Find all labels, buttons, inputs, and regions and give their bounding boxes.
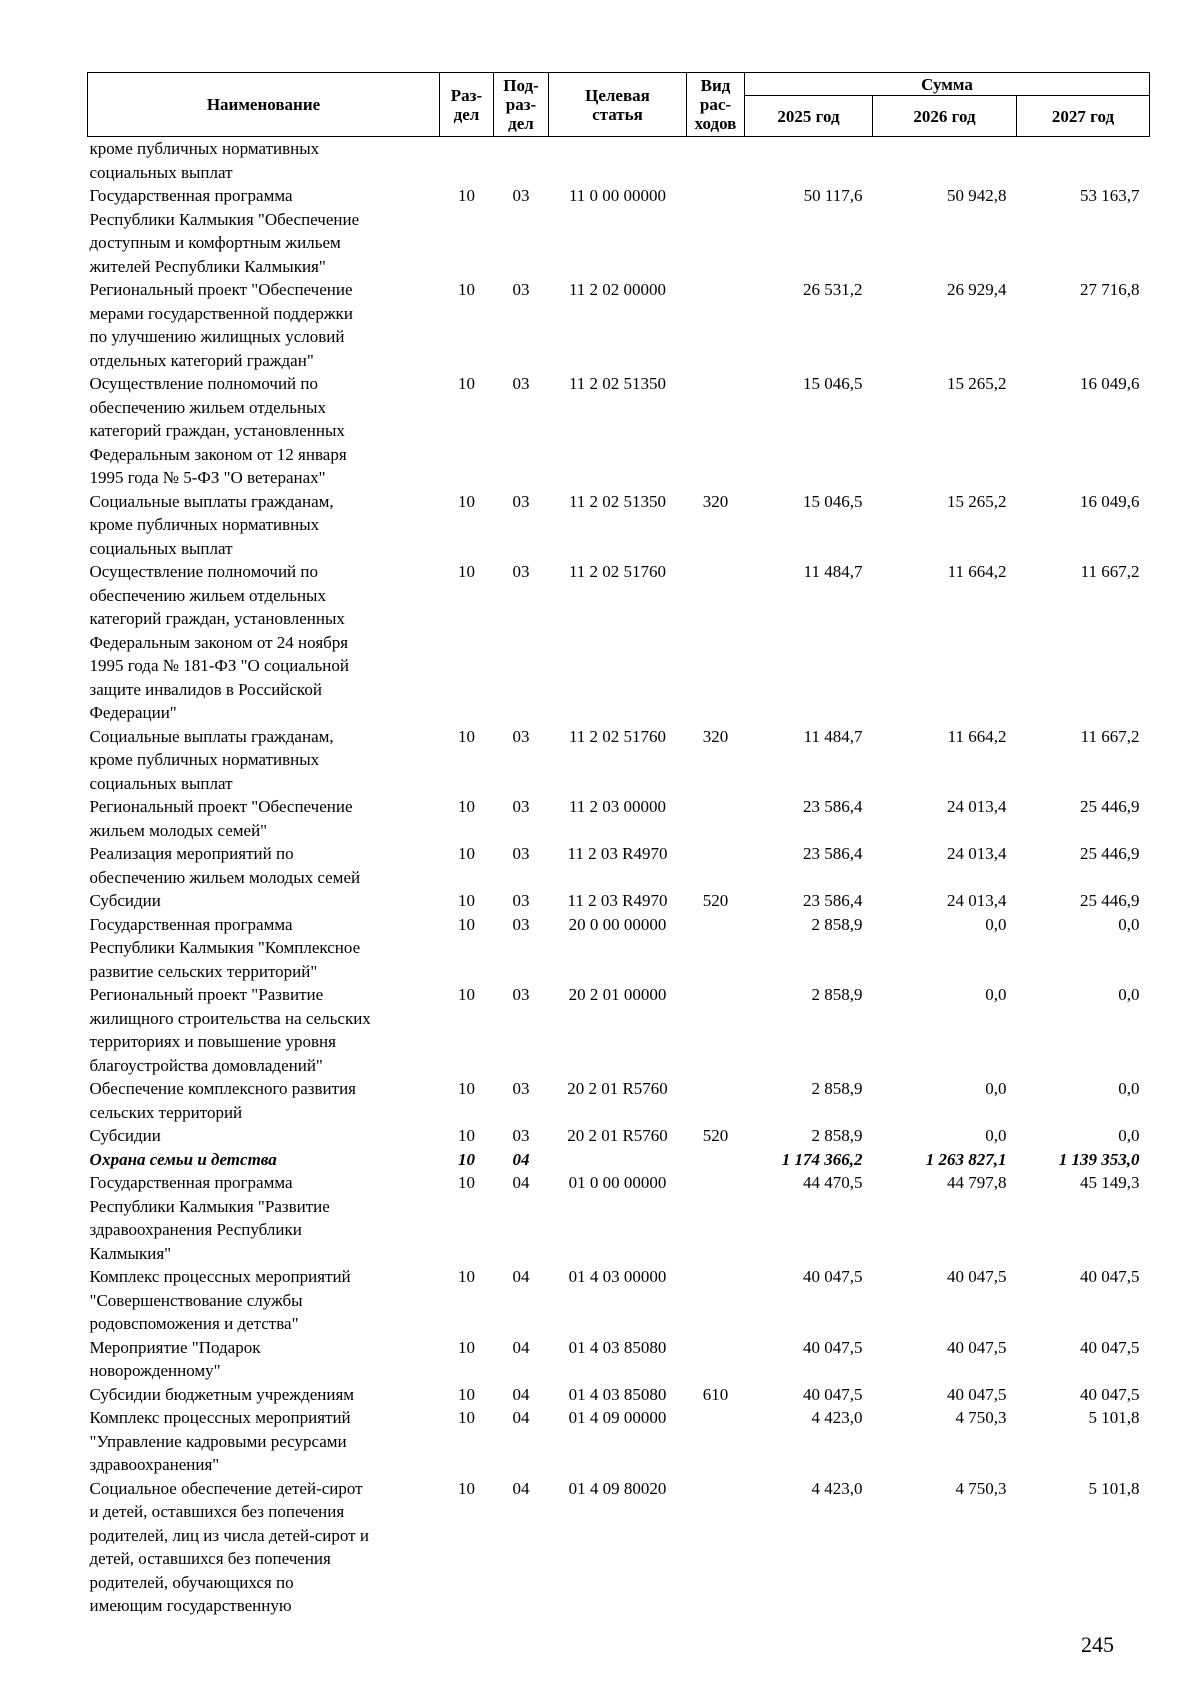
cell-podrazdel [494,137,549,185]
cell-vid: 610 [702,1384,729,1404]
cell-2026 [873,137,1017,185]
cell-2027: 40 047,5 [1080,1384,1140,1404]
cell-vid [687,1336,745,1383]
cell-razdel: 10 [458,844,475,863]
cell-2025: 15 046,5 [803,374,863,393]
cell-target: 20 2 01 R5760 [567,1126,668,1145]
cell-razdel: 10 [458,1079,475,1098]
cell-razdel [440,137,494,185]
cell-2025: 2 858,9 [811,914,863,934]
cell-vid [687,1265,745,1336]
cell-2026: 40 047,5 [947,1267,1007,1286]
cell-2025: 1 174 366,2 [781,1149,863,1169]
cell-2027: 16 049,6 [1080,374,1140,393]
cell-target: 11 2 03 00000 [568,797,667,816]
cell-vid: 520 [702,891,729,910]
cell-2026: 24 013,4 [947,891,1007,910]
cell-name: Социальные выплаты гражданам, кроме публичных нормативных социальных выплат [89,726,334,793]
cell-2025: 11 484,7 [803,726,863,746]
cell-razdel: 10 [458,726,475,746]
cell-2025: 11 484,7 [803,562,863,581]
cell-razdel: 10 [458,491,475,511]
cell-2025: 2 858,9 [811,1126,863,1145]
cell-razdel: 10 [458,891,475,910]
table-row [88,184,1150,278]
table-row [88,1477,1150,1618]
cell-name: Охрана семьи и детства [89,1149,277,1169]
header-name: Наименование [88,73,440,137]
header-vid: Вид рас- ходов [687,73,745,137]
cell-2026: 50 942,8 [947,186,1007,205]
cell-name: Комплекс процессных мероприятий "Управление кадровыми ресурсами здравоохранения" [89,1408,351,1474]
cell-2027: 5 101,8 [1088,1478,1140,1498]
cell-podrazdel: 03 [512,726,530,746]
cell-razdel: 10 [458,1337,475,1357]
cell-vid [687,1171,745,1265]
cell-name: кроме публичных нормативных социальных выплат [89,139,320,182]
cell-podrazdel: 03 [512,891,530,910]
cell-vid [687,842,745,889]
cell-2027: 16 049,6 [1080,491,1140,511]
cell-podrazdel: 03 [512,914,530,934]
cell-2026: 4 750,3 [955,1408,1007,1427]
cell-podrazdel: 03 [512,1126,530,1145]
cell-razdel: 10 [458,186,475,205]
cell-target: 20 2 01 00000 [568,985,667,1004]
cell-2025: 4 423,0 [811,1408,863,1427]
cell-target: 11 0 00 00000 [568,186,667,205]
cell-2026: 1 263 827,1 [925,1149,1007,1169]
cell-target: 11 2 02 51760 [568,562,667,581]
cell-podrazdel: 04 [512,1173,530,1192]
cell-2025: 40 047,5 [803,1267,863,1286]
cell-name: Государственная программа Республики Калмыкия "Развитие здравоохранения Республики Калмыкия" [89,1173,330,1263]
cell-vid [687,913,745,984]
cell-2026: 0,0 [985,985,1007,1004]
cell-2026: 26 929,4 [947,280,1007,299]
cell-2027: 25 446,9 [1080,891,1140,910]
cell-vid: 520 [702,1126,729,1145]
cell-target: 01 4 03 85080 [568,1384,667,1404]
cell-name: Социальное обеспечение детей-сирот и детей, оставшихся без попечения родителей, лиц из числа детей-сирот и детей, оставшихся без попечения родителей, обучающихся по имеющим государственную [89,1478,369,1615]
cell-name: Субсидии бюджетным учреждениям [89,1384,355,1404]
cell-2027: 53 163,7 [1080,186,1140,205]
cell-name: Обеспечение комплексного развития сельских территорий [89,1079,356,1122]
cell-vid [687,1406,745,1477]
cell-name: Комплекс процессных мероприятий "Совершенствование службы родовспоможения и детства" [89,1267,351,1333]
cell-podrazdel: 04 [512,1149,530,1169]
cell-razdel: 10 [458,374,475,393]
cell-target: 11 2 02 00000 [568,280,667,299]
cell-vid [687,1148,745,1172]
cell-razdel: 10 [458,562,475,581]
cell-vid [687,983,745,1077]
cell-2027: 0,0 [1118,1126,1140,1145]
cell-target: 11 2 02 51350 [568,491,667,511]
cell-target [549,137,687,185]
cell-2026: 0,0 [985,914,1007,934]
cell-2027: 25 446,9 [1080,844,1140,863]
cell-name: Региональный проект "Развитие жилищного строительства на сельских территориях и повышение уровня благоустройства домовладений" [89,985,371,1075]
cell-target: 01 4 03 00000 [568,1267,667,1286]
cell-2025: 50 117,6 [803,186,863,205]
header-target: Целевая статья [549,73,687,137]
cell-podrazdel: 04 [512,1337,530,1357]
cell-2027: 40 047,5 [1080,1337,1140,1357]
cell-2027: 40 047,5 [1080,1267,1140,1286]
budget-table [87,72,1150,1618]
cell-vid [687,1077,745,1124]
cell-2026: 11 664,2 [947,562,1007,581]
cell-razdel: 10 [458,1478,475,1498]
cell-name: Региональный проект "Обеспечение мерами государственной поддержки по улучшению жилищных условий отдельных категорий граждан" [89,280,353,370]
cell-vid [687,184,745,278]
cell-target: 01 4 03 85080 [568,1337,667,1357]
cell-name: Субсидии [89,1126,161,1145]
cell-2027: 27 716,8 [1080,280,1140,299]
cell-vid [687,795,745,842]
cell-2026: 15 265,2 [947,491,1007,511]
cell-name: Реализация мероприятий по обеспечению жильем молодых семей [89,844,361,887]
cell-2025: 23 586,4 [803,891,863,910]
cell-vid [687,560,745,725]
cell-razdel: 10 [458,797,475,816]
cell-target: 01 0 00 00000 [568,1173,667,1192]
table-row [88,725,1150,796]
table-row [88,1148,1150,1172]
cell-podrazdel: 03 [512,1079,530,1098]
cell-target: 01 4 09 80020 [568,1478,667,1498]
cell-target [549,1148,687,1172]
cell-2027: 1 139 353,0 [1058,1149,1140,1169]
cell-target: 01 4 09 00000 [568,1408,667,1427]
cell-2027: 0,0 [1118,985,1140,1004]
cell-2025: 23 586,4 [803,844,863,863]
cell-razdel: 10 [458,985,475,1004]
table-row [88,1077,1150,1124]
cell-vid [687,1477,745,1618]
cell-podrazdel: 04 [512,1478,530,1498]
table-row [88,372,1150,490]
cell-name: Государственная программа Республики Калмыкия "Комплексное развитие сельских территорий" [89,914,361,981]
cell-vid: 320 [702,726,729,746]
cell-target: 11 2 02 51350 [568,374,667,393]
cell-podrazdel: 04 [512,1408,530,1427]
page-number: 245 [1081,1632,1114,1657]
cell-razdel: 10 [458,1173,475,1192]
cell-target: 11 2 02 51760 [568,726,667,746]
cell-2025: 23 586,4 [803,797,863,816]
cell-name: Региональный проект "Обеспечение жильем молодых семей" [89,797,353,840]
table-row [88,983,1150,1077]
cell-target: 20 0 00 00000 [568,914,667,934]
table-row [88,1336,1150,1383]
cell-podrazdel: 03 [512,985,530,1004]
cell-2027: 0,0 [1118,1079,1140,1098]
cell-2026: 40 047,5 [947,1384,1007,1404]
cell-2026: 44 797,8 [947,1173,1007,1192]
cell-2027: 11 667,2 [1080,726,1140,746]
cell-name: Субсидии [89,891,161,910]
cell-podrazdel: 03 [512,374,530,393]
table-row [88,842,1150,889]
cell-2026: 40 047,5 [947,1337,1007,1357]
cell-podrazdel: 03 [512,280,530,299]
header-y2025: 2025 год [745,96,873,137]
cell-target: 20 2 01 R5760 [567,1079,668,1098]
cell-vid [687,137,745,185]
cell-2026: 24 013,4 [947,797,1007,816]
cell-2026: 11 664,2 [947,726,1007,746]
cell-2026: 4 750,3 [955,1478,1007,1498]
cell-2025: 15 046,5 [803,491,863,511]
table-row [88,889,1150,913]
cell-podrazdel: 03 [512,797,530,816]
cell-razdel: 10 [458,1149,475,1169]
table-header [88,73,1150,137]
table-row [88,1124,1150,1148]
table-row [88,1383,1150,1407]
table-row [88,560,1150,725]
cell-razdel: 10 [458,280,475,299]
cell-2026: 0,0 [985,1126,1007,1145]
cell-2026: 15 265,2 [947,374,1007,393]
cell-2025: 2 858,9 [811,1079,863,1098]
header-summa: Сумма [745,73,1150,96]
cell-razdel: 10 [458,914,475,934]
cell-target: 11 2 03 R4970 [567,844,668,863]
cell-vid [687,278,745,372]
cell-podrazdel: 03 [512,186,530,205]
cell-razdel: 10 [458,1384,475,1404]
table-row [88,1265,1150,1336]
cell-podrazdel: 03 [512,491,530,511]
cell-2025: 2 858,9 [811,985,863,1004]
cell-2025: 40 047,5 [803,1337,863,1357]
cell-2027 [1017,137,1150,185]
table-row [88,137,1150,185]
cell-vid [687,372,745,490]
table-row [88,490,1150,561]
table-body [88,137,1150,1618]
cell-2026: 24 013,4 [947,844,1007,863]
cell-2025 [745,137,873,185]
cell-2027: 25 446,9 [1080,797,1140,816]
cell-target: 11 2 03 R4970 [567,891,668,910]
cell-name: Мероприятие "Подарок новорожденному" [89,1337,261,1380]
header-podrazdel: Под- раз- дел [494,73,549,137]
cell-2025: 4 423,0 [811,1478,863,1498]
cell-podrazdel: 04 [512,1384,530,1404]
header-y2026: 2026 год [873,96,1017,137]
table-row [88,1171,1150,1265]
cell-2027: 11 667,2 [1080,562,1140,581]
cell-2026: 0,0 [985,1079,1007,1098]
cell-podrazdel: 03 [512,844,530,863]
cell-2027: 5 101,8 [1088,1408,1140,1427]
cell-razdel: 10 [458,1267,475,1286]
cell-2025: 26 531,2 [803,280,863,299]
cell-razdel: 10 [458,1126,475,1145]
table-row [88,795,1150,842]
cell-podrazdel: 03 [512,562,530,581]
cell-name: Социальные выплаты гражданам, кроме публичных нормативных социальных выплат [89,491,334,558]
cell-2025: 40 047,5 [803,1384,863,1404]
table-row [88,1406,1150,1477]
cell-vid: 320 [702,491,729,511]
cell-2027: 0,0 [1118,914,1140,934]
cell-podrazdel: 04 [512,1267,530,1286]
header-y2027: 2027 год [1017,96,1150,137]
cell-name: Осуществление полномочий по обеспечению жильем отдельных категорий граждан, установленных Федеральным законом от 24 ноября 1995 года № 181-ФЗ "О социальной защите инвалидов в Российской Федерации" [89,562,349,722]
cell-name: Государственная программа Республики Калмыкия "Обеспечение доступным и комфортным жильем жителей Республики Калмыкия" [89,186,360,276]
table-row [88,278,1150,372]
table-row [88,913,1150,984]
cell-2027: 45 149,3 [1080,1173,1140,1192]
header-razdel: Раз- дел [440,73,494,137]
cell-name: Осуществление полномочий по обеспечению жильем отдельных категорий граждан, установленных Федеральным законом от 12 января 1995 года № 5-ФЗ "О ветеранах" [89,374,347,487]
cell-razdel: 10 [458,1408,475,1427]
cell-2025: 44 470,5 [803,1173,863,1192]
